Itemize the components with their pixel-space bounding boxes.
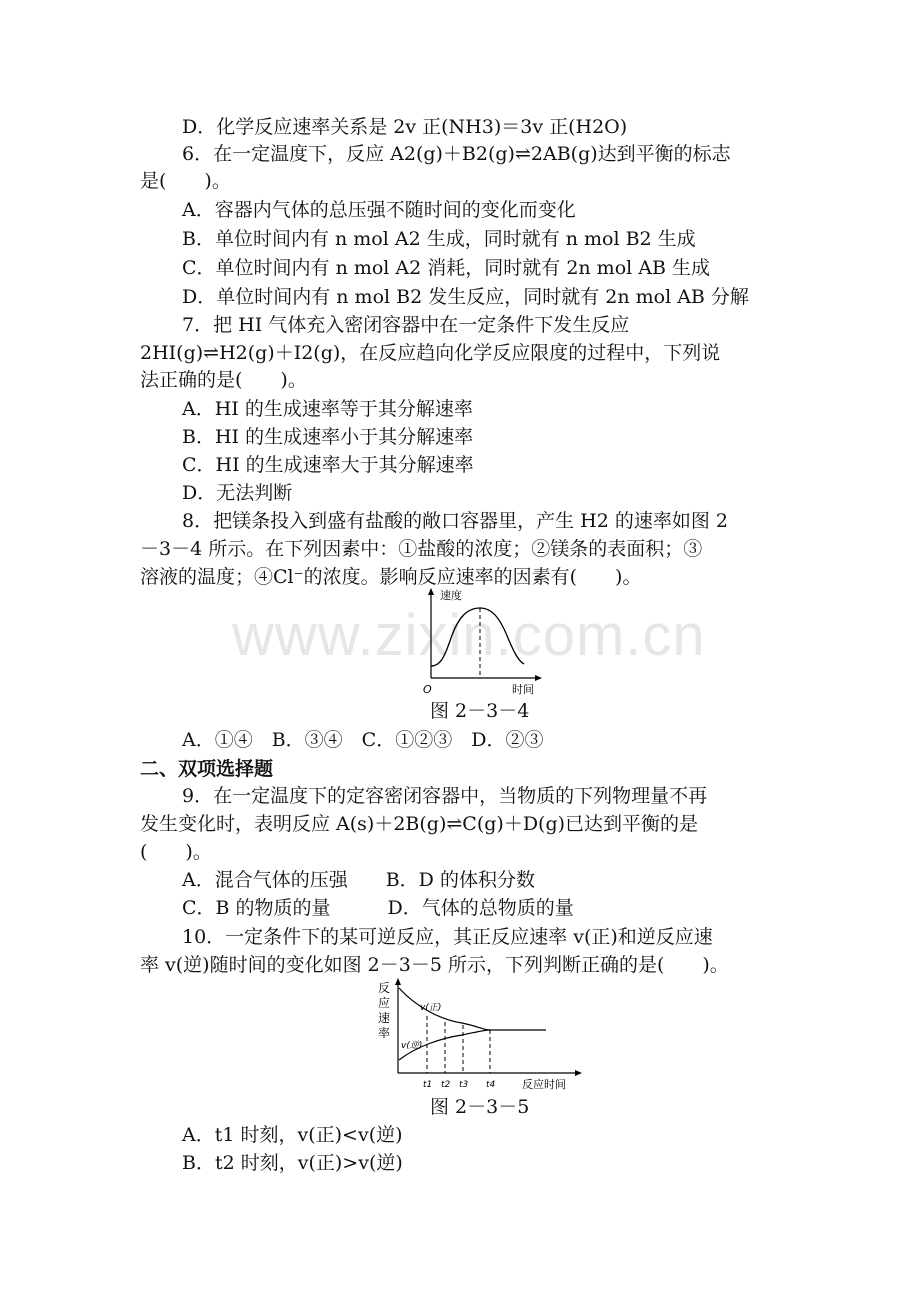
- watermark: www.zixin.com.cn: [232, 603, 706, 668]
- text-line: 二、双项选择题: [140, 758, 274, 780]
- fig1-ylabel: 速度: [440, 589, 462, 602]
- fig2-ylabel-4: 率: [378, 1026, 391, 1040]
- text-line: 是( )。: [140, 170, 231, 192]
- text-line: B．单位时间内有 n mol A2 生成，同时就有 n mol B2 生成: [182, 228, 696, 250]
- fig2-xlabel: 反应时间: [522, 1078, 566, 1091]
- text-line: A．容器内气体的总压强不随时间的变化而变化: [182, 199, 576, 221]
- text-line: A．①④ B．③④ C．①②③ D．②③: [182, 729, 544, 751]
- fig2-ylabel-1: 反: [378, 981, 391, 995]
- text-line: 9．在一定温度下的定容密闭容器中，当物质的下列物理量不再: [182, 785, 708, 807]
- text-line: 7．把 HI 气体充入密闭容器中在一定条件下发生反应: [182, 314, 630, 336]
- fig2-caption: 图 2－3－5: [430, 1096, 530, 1118]
- text-line: 10．一定条件下的某可逆反应，其正反应速率 v(正)和逆反应速: [182, 926, 713, 948]
- text-line: 6．在一定温度下，反应 A2(g)＋B2(g)⇌2AB(g)达到平衡的标志: [182, 143, 731, 165]
- text-line: C．HI 的生成速率大于其分解速率: [182, 454, 474, 476]
- figure-2-3-4: [418, 586, 548, 698]
- fig2-ylabel-3: 速: [378, 1011, 391, 1025]
- text-line: 率 v(逆)随时间的变化如图 2－3－5 所示，下列判断正确的是( )。: [140, 954, 729, 976]
- text-line: 法正确的是( )。: [140, 369, 307, 391]
- fig2-tick-t3: t3: [459, 1080, 469, 1090]
- fig1-caption: 图 2－3－4: [430, 700, 530, 722]
- text-line: D．单位时间内有 n mol B2 发生反应，同时就有 2n mol AB 分解: [182, 286, 749, 308]
- text-line: D．化学反应速率关系是 2v 正(NH3)＝3v 正(H2O): [182, 116, 628, 138]
- text-line: C．单位时间内有 n mol A2 消耗，同时就有 2n mol AB 生成: [182, 257, 710, 279]
- text-line: A．HI 的生成速率等于其分解速率: [182, 398, 473, 420]
- text-line: 2HI(g)⇌H2(g)＋I2(g)，在反应趋向化学反应限度的过程中，下列说: [140, 342, 721, 364]
- text-line: 溶液的温度；④Cl⁻的浓度。影响反应速率的因素有( )。: [140, 566, 642, 588]
- fig1-origin: O: [423, 683, 432, 696]
- text-line: D．无法判断: [182, 482, 293, 504]
- rate-curve: [431, 608, 524, 666]
- text-line: A．混合气体的压强 B．D 的体积分数: [182, 869, 535, 891]
- fig2-label-reverse: v(逆): [401, 1041, 423, 1051]
- fig2-tick-t4: t4: [486, 1080, 496, 1090]
- fig2-tick-t2: t2: [441, 1080, 451, 1090]
- text-line: 8．把镁条投入到盛有盐酸的敞口容器里，产生 H2 的速率如图 2: [182, 510, 728, 532]
- fig1-xlabel: 时间: [512, 683, 534, 696]
- fig2-ylabel-2: 应: [378, 996, 391, 1010]
- figure-2-3-5: [372, 978, 586, 1098]
- text-line: A．t1 时刻，v(正)<v(逆): [182, 1124, 403, 1146]
- text-line: B．t2 时刻，v(正)>v(逆): [182, 1152, 403, 1174]
- text-line: B．HI 的生成速率小于其分解速率: [182, 426, 474, 448]
- fig2-label-forward: v(正): [420, 1003, 442, 1013]
- fig2-tick-t1: t1: [423, 1080, 433, 1090]
- text-line: －3－4 所示。在下列因素中：①盐酸的浓度；②镁条的表面积；③: [140, 538, 703, 560]
- text-line: 发生变化时，表明反应 A(s)＋2B(g)⇌C(g)＋D(g)已达到平衡的是: [140, 813, 699, 835]
- text-line: C．B 的物质的量 D．气体的总物质的量: [182, 897, 574, 919]
- text-line: ( )。: [140, 841, 212, 863]
